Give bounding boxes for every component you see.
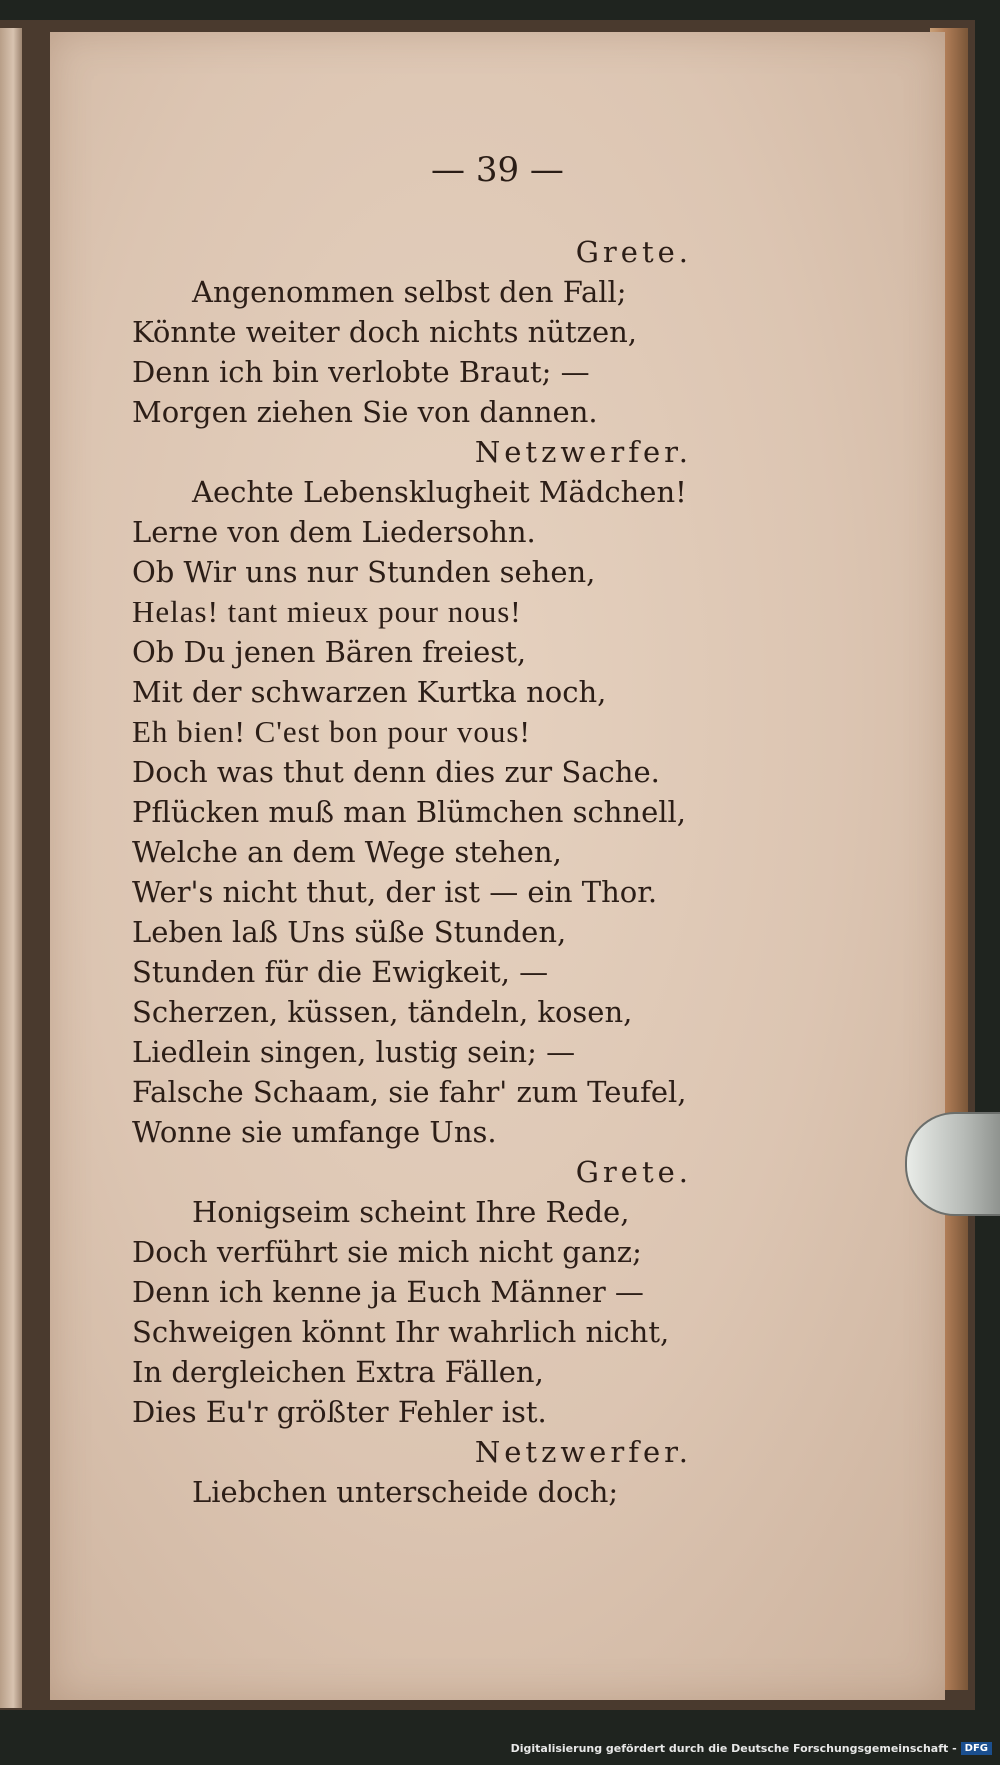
verse-line: Denn ich bin verlobte Braut; — — [132, 355, 590, 389]
verse-line: Eh bien! C'est bon pour vous! — [132, 714, 531, 749]
verse-line: Mit der schwarzen Kurtka noch, — [132, 675, 607, 709]
verse-line: Welche an dem Wege stehen, — [132, 835, 562, 869]
book-page — [50, 32, 945, 1700]
verse-line: Ob Wir uns nur Stunden sehen, — [132, 555, 596, 589]
verse-line: Ob Du jenen Bären freiest, — [132, 635, 527, 669]
verse-line: Wer's nicht thut, der ist — ein Thor. — [132, 875, 658, 909]
verse-line: Doch was thut denn dies zur Sache. — [132, 755, 660, 789]
verse-line: Falsche Schaam, sie fahr' zum Teufel, — [132, 1075, 687, 1109]
verse-line: Könnte weiter doch nichts nützen, — [132, 315, 638, 349]
verse-line: Wonne sie umfange Uns. — [132, 1115, 497, 1149]
verse-line: Scherzen, küssen, tändeln, kosen, — [132, 995, 633, 1029]
verse-line: Liedlein singen, lustig sein; — — [132, 1035, 576, 1069]
verse-line: Lerne von dem Liedersohn. — [132, 515, 536, 549]
verse-line: Stunden für die Ewigkeit, — — [132, 955, 549, 989]
page-clip — [905, 1112, 1000, 1216]
verse-line: Doch verführt sie mich nicht ganz; — [132, 1235, 642, 1269]
verse-line: Dies Eu'r größter Fehler ist. — [132, 1395, 547, 1429]
footer-credit — [511, 1737, 992, 1759]
verse-line: Morgen ziehen Sie von dannen. — [132, 395, 598, 429]
speaker-name: Grete. — [575, 235, 692, 269]
verse-line: Aechte Lebensklugheit Mädchen! — [192, 475, 687, 509]
poem-text-block — [132, 232, 922, 1512]
speaker-name: Netzwerfer. — [474, 1435, 692, 1469]
previous-page-edge — [0, 28, 22, 1708]
verse-line: Angenommen selbst den Fall; — [192, 275, 627, 309]
page-number: — 39 — — [431, 150, 564, 190]
verse-line: Schweigen könnt Ihr wahrlich nicht, — [132, 1315, 670, 1349]
verse-line: In dergleichen Extra Fällen, — [132, 1355, 544, 1389]
dfg-logo: DFG — [961, 1742, 992, 1755]
verse-line: Denn ich kenne ja Euch Männer — — [132, 1275, 644, 1309]
verse-line: Leben laß Uns süße Stunden, — [132, 915, 567, 949]
speaker-name: Netzwerfer. — [474, 435, 692, 469]
speaker-name: Grete. — [575, 1155, 692, 1189]
footer-credit-text: Digitalisierung gefördert durch die Deutsche Forschungsgemeinschaft - — [510, 1741, 957, 1755]
verse-line: Helas! tant mieux pour nous! — [132, 594, 522, 629]
verse-line: Pflücken muß man Blümchen schnell, — [132, 795, 687, 829]
verse-line: Honigseim scheint Ihre Rede, — [192, 1195, 630, 1229]
verse-line: Liebchen unterscheide doch; — [192, 1475, 619, 1509]
